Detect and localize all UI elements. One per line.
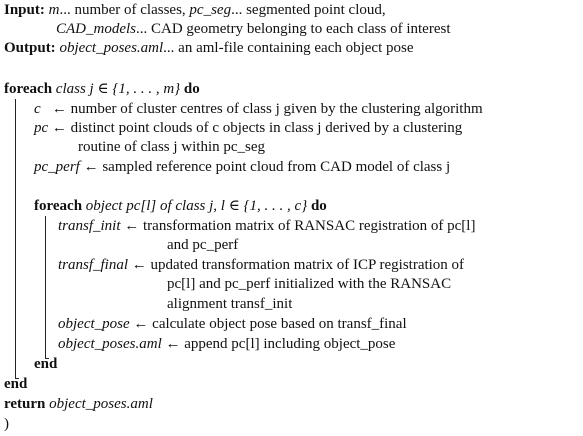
transf-init-assignment xyxy=(58,217,475,236)
pcperf-expression: ← sampled reference point cloud from CAD model of class j xyxy=(83,159,451,175)
return-value: object_poses.aml xyxy=(49,396,153,412)
c-variable: c xyxy=(34,101,41,117)
object-poses-assignment xyxy=(58,335,395,354)
transf-final-variable: transf_final xyxy=(58,257,129,273)
input-m: m xyxy=(48,2,60,18)
inner-end-keyword: end xyxy=(34,356,58,372)
outer-foreach-keyword: foreach xyxy=(4,81,53,97)
output-keyword: Output: xyxy=(4,40,56,56)
object-pose-assignment xyxy=(58,315,407,334)
outer-foreach-condition: class j ∈ {1, . . . , m} xyxy=(55,81,181,97)
transf-final-continuation-2 xyxy=(167,295,292,314)
input-keyword: Input: xyxy=(4,2,45,18)
input-line xyxy=(4,1,386,20)
object-pose-expression: ← calculate object pose based on transf_final xyxy=(133,316,407,332)
object-pose-variable: object_pose xyxy=(58,316,130,332)
input-pcseg: pc_seg xyxy=(189,2,232,18)
pc-variable: pc xyxy=(34,120,49,136)
input-cad-line xyxy=(56,20,451,39)
transf-final-assignment xyxy=(58,256,464,275)
pc-expression-1: ← distinct point clouds of c objects in class j derived by a clustering xyxy=(51,120,463,136)
object-poses-expression: ← append pc[l] including object_pose xyxy=(165,336,396,352)
pcperf-assignment xyxy=(34,158,450,177)
transf-init-expression-1: ← transformation matrix of RANSAC registration of pc[l] xyxy=(124,218,476,234)
c-expression: ← number of cluster centres of class j given by the clustering algorithm xyxy=(51,101,483,117)
transf-init-variable: transf_init xyxy=(58,218,121,234)
transf-final-continuation-1 xyxy=(167,275,451,294)
output-file: object_poses.aml xyxy=(59,40,164,56)
inner-foreach-condition: object pc[l] of class j, l ∈ {1, . . . , c} xyxy=(85,198,308,214)
inner-block-line xyxy=(45,216,46,358)
transf-final-expression-3: alignment transf_init xyxy=(167,296,293,312)
c-assignment xyxy=(34,100,483,119)
closing-paren: ) xyxy=(4,416,9,432)
inner-foreach-line xyxy=(34,197,327,216)
transf-final-expression-2: pc[l] and pc_perf initialized with the RANSAC xyxy=(167,276,452,292)
outer-block-line xyxy=(15,99,16,378)
pc-expression-2: routine of class j within pc_seg xyxy=(78,139,266,155)
output-desc: ... an aml-file containing each object pose xyxy=(163,40,414,56)
inner-foreach-keyword: foreach xyxy=(34,198,83,214)
outer-foreach-line xyxy=(4,80,200,99)
input-cad: CAD_models xyxy=(56,21,136,37)
input-cad-desc: ... CAD geometry belonging to each class of interest xyxy=(136,21,451,37)
object-poses-variable: object_poses.aml xyxy=(58,336,162,352)
outer-do-keyword: do xyxy=(183,81,200,97)
output-line xyxy=(4,39,414,58)
transf-final-expression-1: ← updated transformation matrix of ICP registration of xyxy=(131,257,465,273)
input-m-desc: ... number of classes, xyxy=(59,2,186,18)
transf-init-expression-2: and pc_perf xyxy=(167,237,239,253)
pc-assignment xyxy=(34,119,462,138)
return-line xyxy=(4,395,153,414)
input-pcseg-desc: ... segmented point cloud, xyxy=(231,2,386,18)
pcperf-variable: pc_perf xyxy=(34,159,80,175)
inner-do-keyword: do xyxy=(310,198,327,214)
return-keyword: return xyxy=(4,396,46,412)
transf-init-continuation xyxy=(167,236,238,255)
outer-end-keyword: end xyxy=(4,376,28,392)
pc-continuation xyxy=(78,138,265,157)
